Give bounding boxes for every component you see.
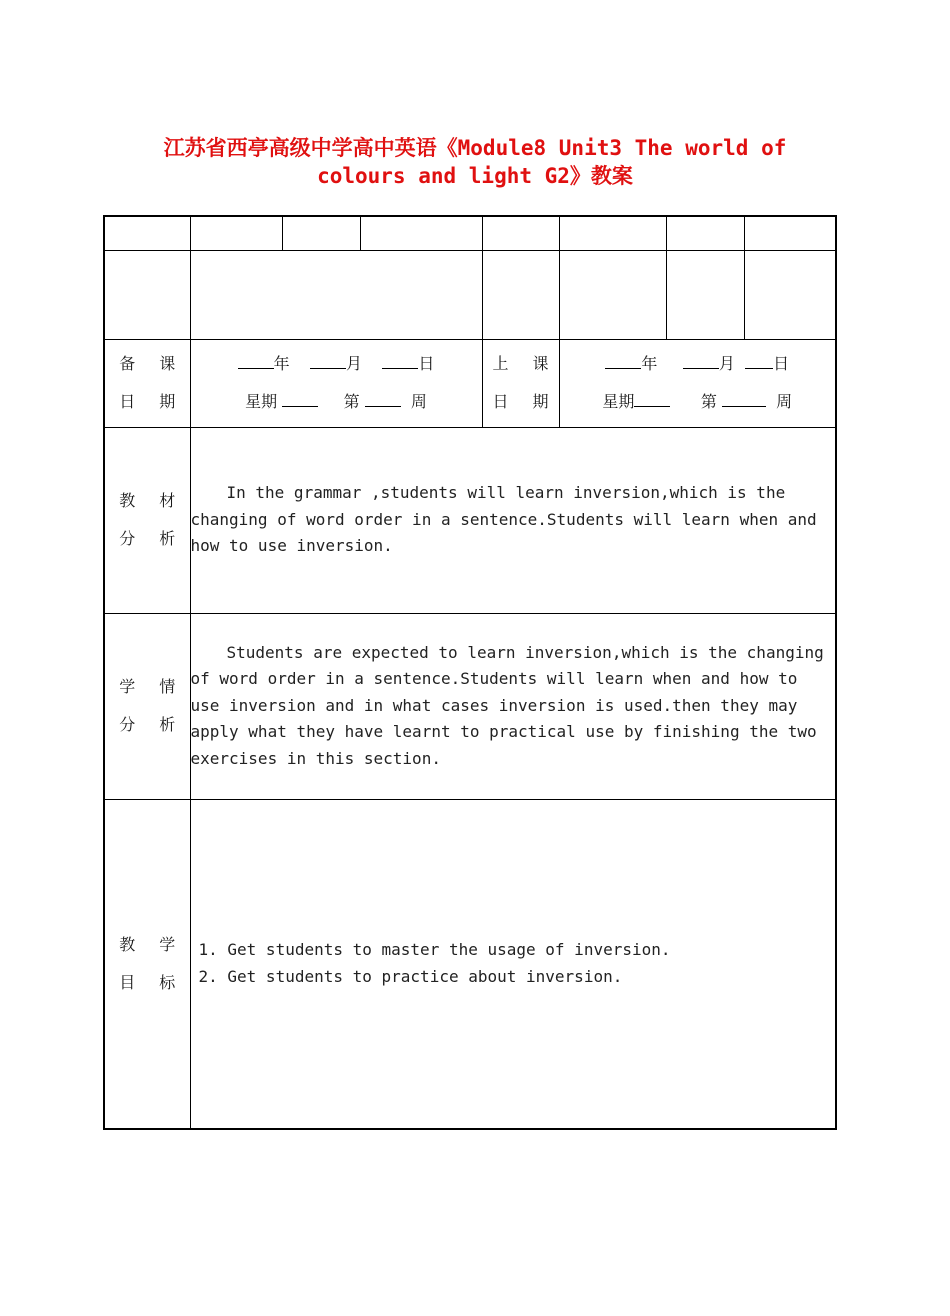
material-analysis-text: In the grammar ,students will learn inversion,which is the changing of word order in a sentence.Students will learn when and how to use inversion. xyxy=(190,483,817,556)
material-analysis-label: 教 材 分 析 xyxy=(104,427,190,613)
material-analysis-content xyxy=(190,427,836,613)
student-analysis-row xyxy=(104,613,836,799)
info-cell xyxy=(482,250,559,339)
class-month-blank[interactable] xyxy=(683,354,719,369)
teaching-goals-row xyxy=(104,799,836,1129)
prep-date-fields xyxy=(190,339,482,427)
class-date-label: 上 课 日 期 xyxy=(482,339,559,427)
info-row xyxy=(104,250,836,339)
prep-week-blank[interactable] xyxy=(365,392,401,407)
class-year-blank[interactable] xyxy=(605,354,641,369)
prep-weekday-blank[interactable] xyxy=(282,392,318,407)
info-cell xyxy=(666,250,744,339)
date-row xyxy=(104,339,836,427)
document-title xyxy=(120,134,830,190)
header-cell xyxy=(104,216,190,250)
prep-date-label: 备 课 日 期 xyxy=(104,339,190,427)
header-row xyxy=(104,216,836,250)
class-date-ymd: 年 月 日 xyxy=(560,345,836,383)
info-cell xyxy=(190,250,482,339)
teaching-goals-content xyxy=(190,799,836,1129)
teaching-goals-list xyxy=(191,937,836,990)
prep-year-blank[interactable] xyxy=(238,354,274,369)
title-line-2: colours and light G2》教案 xyxy=(317,164,633,188)
info-cell xyxy=(559,250,666,339)
list-item: 2. Get students to practice about inversion. xyxy=(198,966,623,986)
prep-month-blank[interactable] xyxy=(310,354,346,369)
header-cell xyxy=(559,216,666,250)
prep-day-blank[interactable] xyxy=(382,354,418,369)
class-week-blank[interactable] xyxy=(722,392,766,407)
header-cell xyxy=(482,216,559,250)
class-date-fields xyxy=(559,339,836,427)
prep-date-week: 星期 第 周 xyxy=(245,392,427,411)
lesson-plan-table xyxy=(103,215,837,1130)
teaching-goals-label: 教 学 目 标 xyxy=(104,799,190,1129)
header-cell xyxy=(282,216,360,250)
list-item: 1. Get students to master the usage of inversion. xyxy=(198,940,671,960)
header-cell xyxy=(666,216,744,250)
student-analysis-content xyxy=(190,613,836,799)
student-analysis-text: Students are expected to learn inversion,which is the changing of word order in a sentence.Students will learn when and how to use inversion and in what cases inversion is used.then they may apply what they have learnt to practical use by finishing the two exercises in this section. xyxy=(190,642,824,768)
prep-date-ymd: 年 月 日 xyxy=(191,345,482,383)
material-analysis-row xyxy=(104,427,836,613)
info-cell xyxy=(744,250,836,339)
info-cell xyxy=(104,250,190,339)
class-day-blank[interactable] xyxy=(745,354,773,369)
title-line-1: 江苏省西亭高级中学高中英语《Module8 Unit3 The world of xyxy=(163,136,787,160)
class-weekday-blank[interactable] xyxy=(634,392,670,407)
student-analysis-label: 学 情 分 析 xyxy=(104,613,190,799)
header-cell xyxy=(190,216,282,250)
header-cell xyxy=(744,216,836,250)
class-date-week: 星期 第 周 xyxy=(602,392,793,411)
header-cell xyxy=(360,216,482,250)
